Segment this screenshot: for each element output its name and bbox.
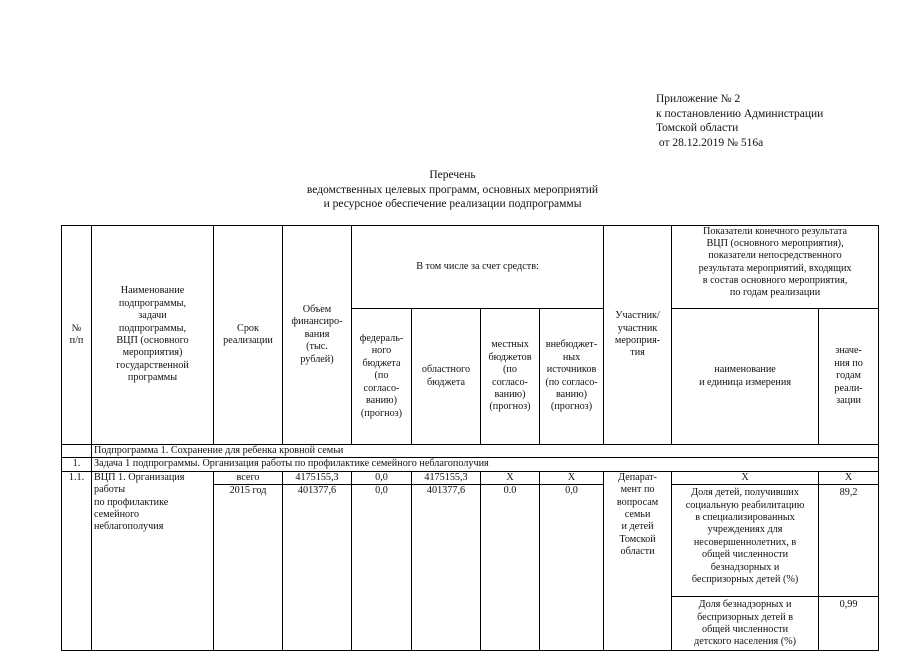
indicator-name: Доля детей, получивших социальную реабилитацию в специализированных учреждениях для несовершеннолетних, в общей численности безнадзорных и беспризорных детей (%) bbox=[672, 485, 819, 597]
header-term: Срок реализации bbox=[214, 226, 283, 445]
subprogram-num-cell bbox=[62, 445, 92, 458]
vcp-local: 0.0 bbox=[481, 485, 540, 597]
vcp-name: ВЦП 1. Организация работы по профилактике семейного неблагополучия bbox=[92, 471, 214, 650]
vcp-volume: 4175155,3 bbox=[283, 471, 352, 484]
vcp-regional: 401377,6 bbox=[412, 485, 481, 597]
empty-cell bbox=[412, 597, 481, 651]
indicator-header-value: Х bbox=[819, 471, 879, 484]
vcp-num: 1.1. bbox=[62, 471, 92, 650]
empty-cell bbox=[540, 597, 604, 651]
indicator-name: Доля безнадзорных и беспризорных детей в общей численности детского населения (%) bbox=[672, 597, 819, 651]
vcp-participant: Депарат- мент по вопросам семьи и детей Томской области bbox=[604, 471, 672, 650]
title-line: ведомственных целевых программ, основных мероприятий bbox=[306, 183, 599, 196]
indicator-value: 0,99 bbox=[819, 597, 879, 651]
header-num: № п/п bbox=[62, 226, 92, 445]
empty-cell bbox=[481, 597, 540, 651]
header-regional: областного бюджета bbox=[412, 309, 481, 445]
indicator-header-name: Х bbox=[672, 471, 819, 484]
appendix-block bbox=[656, 92, 823, 150]
vcp-term: всего bbox=[214, 471, 283, 484]
vcp-regional: 4175155,3 bbox=[412, 471, 481, 484]
appendix-line: Приложение № 2 bbox=[656, 93, 741, 105]
header-participant: Участник/ участник мероприя- тия bbox=[604, 226, 672, 445]
appendix-line: к постановлению Администрации bbox=[656, 107, 824, 120]
document-title bbox=[0, 168, 905, 212]
task-title: Задача 1 подпрограммы. Организация работы по профилактике семейного неблагополучия bbox=[92, 458, 879, 471]
title-line: Перечень bbox=[429, 169, 476, 181]
subprogram-title: Подпрограмма 1. Сохранение для ребенка кровной семьи bbox=[92, 445, 879, 458]
vcp-offbudget: Х bbox=[540, 471, 604, 484]
header-indicator-value: значе- ния по годам реали- зации bbox=[819, 309, 879, 445]
header-including: В том числе за счет средств: bbox=[352, 226, 604, 309]
vcp-term: 2015 год bbox=[214, 485, 283, 597]
header-name: Наименование подпрограммы, задачи подпрограммы, ВЦП (основного мероприятия) государственной программы bbox=[92, 226, 214, 445]
task-num: 1. bbox=[62, 458, 92, 471]
indicator-value: 89,2 bbox=[819, 485, 879, 597]
empty-cell bbox=[352, 597, 412, 651]
vcp-federal: 0,0 bbox=[352, 471, 412, 484]
vcp-federal: 0,0 bbox=[352, 485, 412, 597]
programs-table bbox=[61, 225, 879, 651]
header-offbudget: внебюджет- ных источников (по согласо- ванию) (прогноз) bbox=[540, 309, 604, 445]
header-local: местных бюджетов (по согласо- ванию) (прогноз) bbox=[481, 309, 540, 445]
header-federal: федераль- ного бюджета (по согласо- ванию) (прогноз) bbox=[352, 309, 412, 445]
empty-cell bbox=[283, 597, 352, 651]
title-line: и ресурсное обеспечение реализации подпрограммы bbox=[323, 198, 582, 210]
vcp-volume: 401377,6 bbox=[283, 485, 352, 597]
vcp-offbudget: 0,0 bbox=[540, 485, 604, 597]
header-indicators: Показатели конечного результата ВЦП (основного мероприятия), показатели непосредственного результата мероприятий, входящих в состав основного мероприятия, по годам реализации bbox=[672, 226, 879, 309]
appendix-line: Томской области bbox=[656, 122, 739, 134]
header-volume: Объем финансиро- вания (тыс. рублей) bbox=[283, 226, 352, 445]
header-indicator-name: наименование и единица измерения bbox=[672, 309, 819, 445]
vcp-local: Х bbox=[481, 471, 540, 484]
empty-cell bbox=[214, 597, 283, 651]
appendix-line: от 28.12.2019 № 516а bbox=[656, 136, 764, 149]
